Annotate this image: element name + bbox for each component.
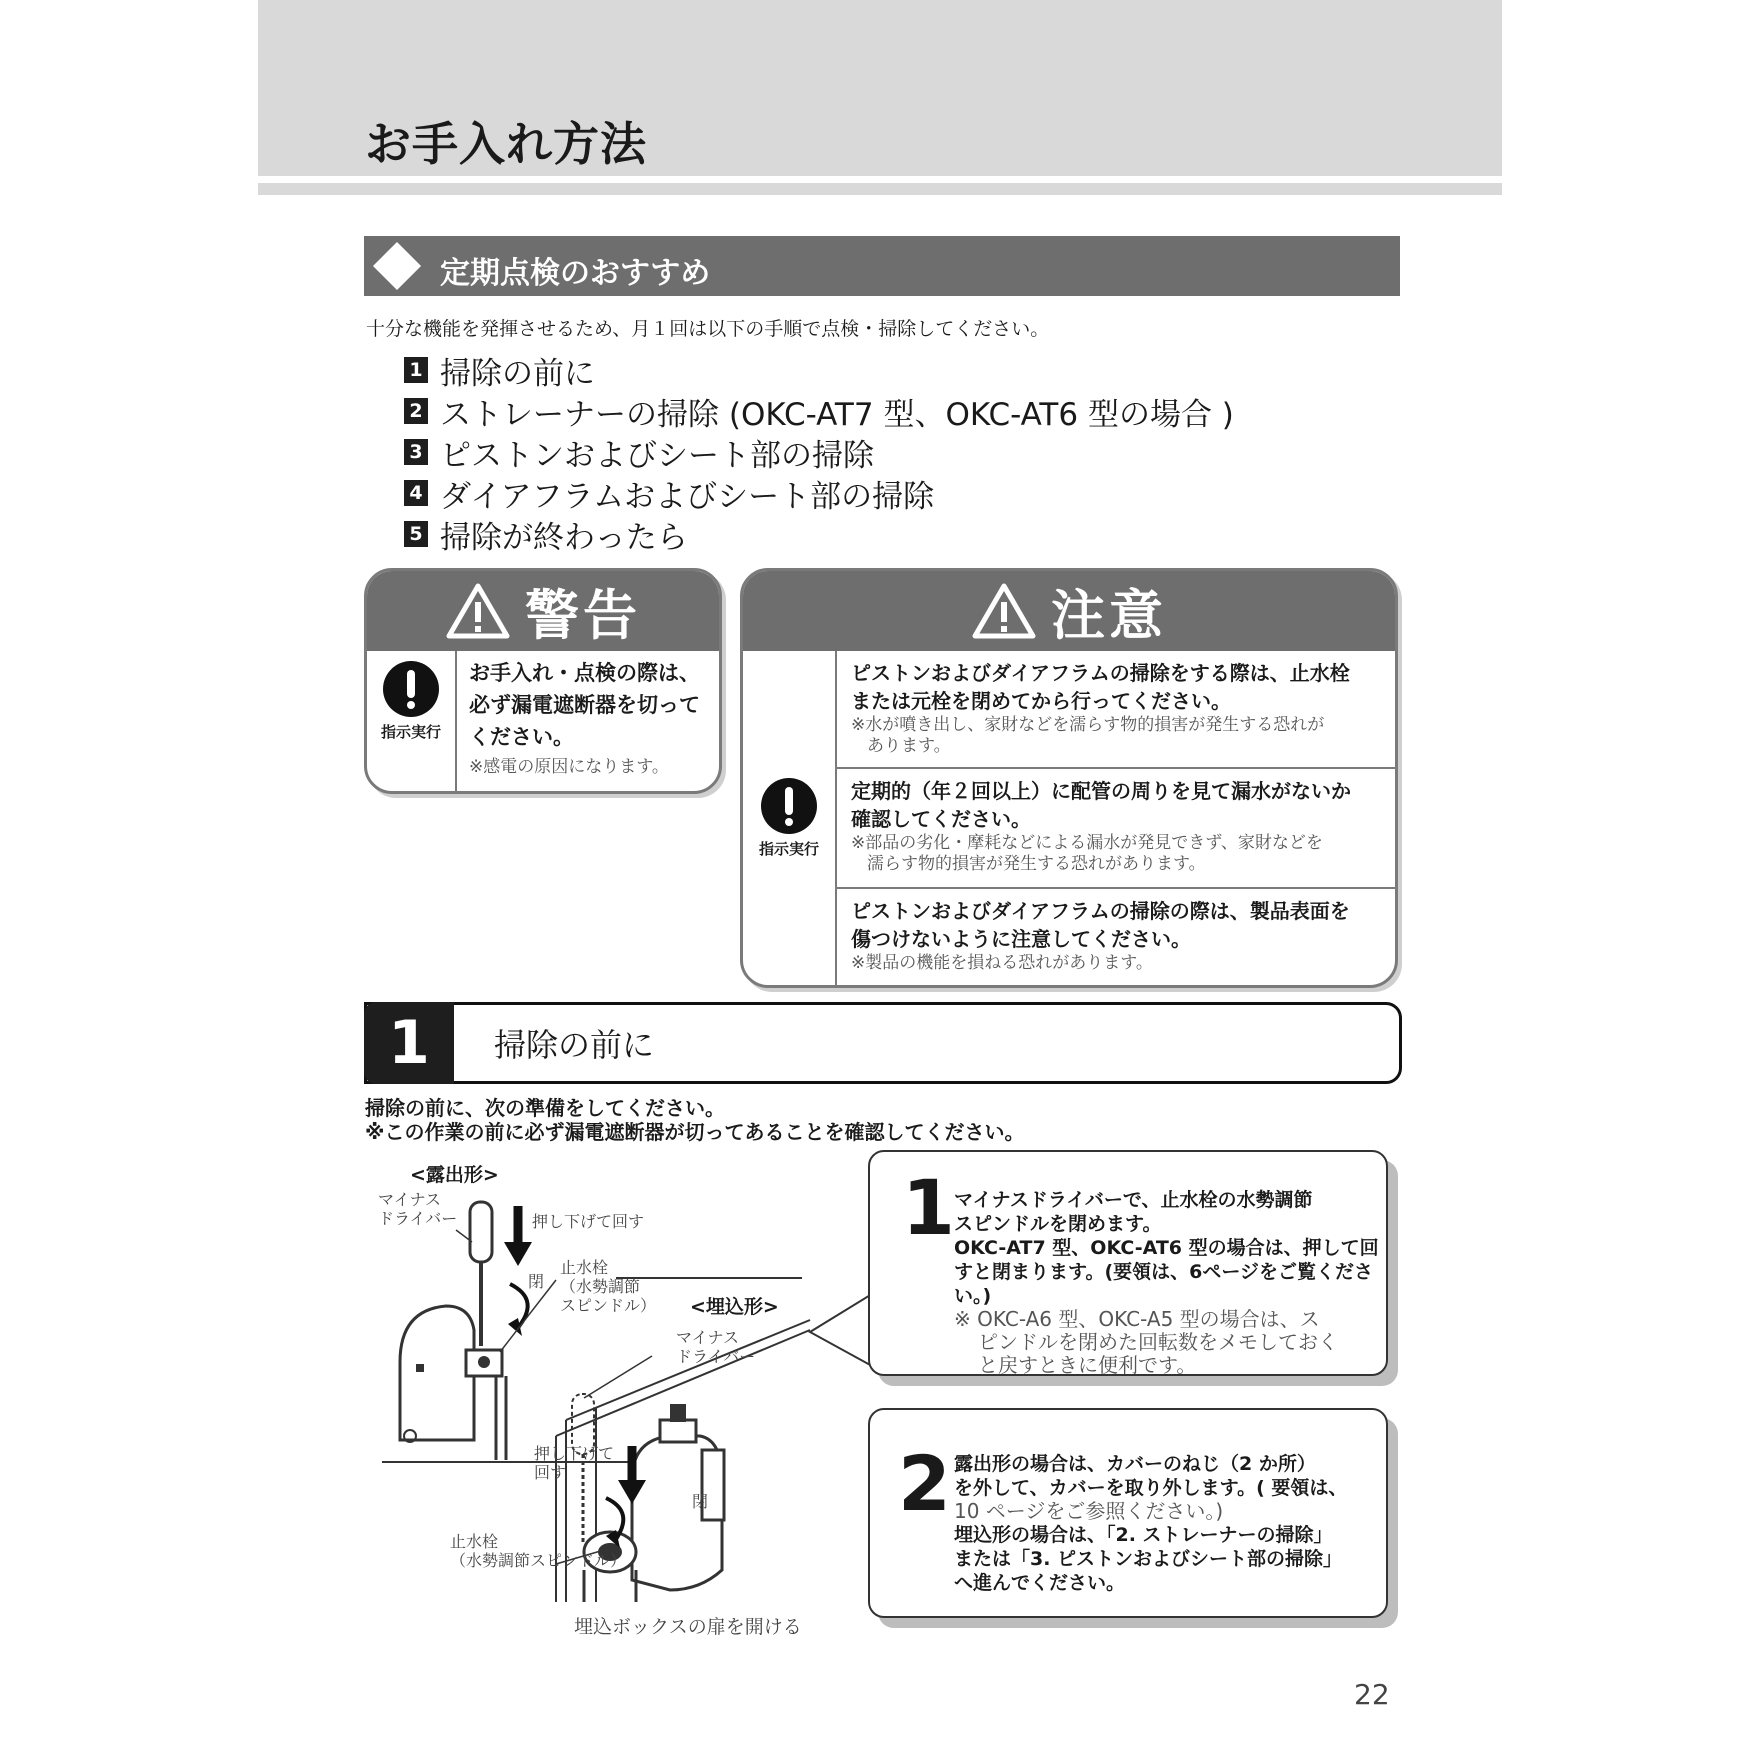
step-number-badge: 2 bbox=[404, 398, 428, 424]
step-number-badge: 5 bbox=[404, 521, 428, 547]
valve-label-line: （水勢調節 bbox=[560, 1277, 641, 1296]
caution-header bbox=[743, 571, 1395, 651]
step-list-item bbox=[404, 432, 874, 472]
valve-label-embedded bbox=[450, 1532, 626, 1570]
warning-title: 警告 bbox=[525, 583, 641, 647]
step-label: ストレーナーの掃除 (OKC-AT7 型、OKC-AT6 型の場合 ) bbox=[440, 396, 1234, 433]
step-list-item bbox=[404, 350, 595, 390]
driver-label-line: ドライバー bbox=[676, 1347, 756, 1366]
callout-body bbox=[954, 1188, 1386, 1377]
mandatory-action-icon bbox=[743, 651, 837, 985]
callout-body bbox=[954, 1452, 1347, 1595]
screwdriver-handle bbox=[470, 1202, 492, 1262]
valve-label bbox=[560, 1258, 656, 1315]
callout-line: すと閉まります。(要領は、6ページをご覧ください。) bbox=[954, 1261, 1374, 1307]
prep-line: ※この作業の前に必ず漏電遮断器が切ってあることを確認してください。 bbox=[365, 1120, 1025, 1144]
caution-note-line: ※部品の劣化・摩耗などによる漏水が発見できず、家財などを bbox=[851, 833, 1323, 853]
driver-label bbox=[378, 1190, 457, 1228]
mandatory-action-label: 指示実行 bbox=[758, 839, 819, 858]
caution-item bbox=[837, 769, 1395, 889]
exclamation-icon bbox=[761, 778, 817, 834]
callout-line: 露出形の場合は、カバーのねじ（2 か所） bbox=[954, 1453, 1316, 1475]
open-box-caption: 埋込ボックスの扉を開ける bbox=[574, 1616, 802, 1638]
callout-note-line: ※ OKC-A6 型、OKC-A5 型の場合は、ス bbox=[954, 1307, 1320, 1331]
warning-main-line: ください。 bbox=[469, 725, 574, 749]
warning-panel bbox=[364, 568, 722, 794]
warning-main-line: お手入れ・点検の際は、 bbox=[469, 661, 700, 685]
step-list-item bbox=[404, 514, 688, 554]
step-label: ダイアフラムおよびシート部の掃除 bbox=[440, 478, 935, 515]
caution-main-line: ピストンおよびダイアフラムの掃除をする際は、止水栓 bbox=[851, 661, 1350, 685]
step1-title: 掃除の前に bbox=[494, 1026, 655, 1064]
callout-line: マイナスドライバーで、止水栓の水勢調節 bbox=[954, 1189, 1313, 1211]
valve-label-line: 止水栓 bbox=[560, 1258, 609, 1277]
warning-main-line: 必ず漏電遮断器を切って bbox=[469, 693, 700, 717]
warning-triangle-icon bbox=[445, 582, 511, 640]
caution-item bbox=[837, 651, 1395, 769]
caution-items bbox=[837, 651, 1395, 985]
step-number-badge: 4 bbox=[404, 480, 428, 506]
callout-step-1 bbox=[868, 1150, 1388, 1376]
caution-main-line: または元栓を閉めてから行ってください。 bbox=[851, 689, 1231, 713]
driver-label-embedded bbox=[676, 1328, 755, 1366]
driver-label-line: マイナス bbox=[378, 1190, 442, 1209]
caution-title: 注意 bbox=[1051, 583, 1167, 647]
callout-line: スピンドルを閉めます。 bbox=[954, 1213, 1162, 1235]
caution-note-line: 濡らす物的損害が発生する恐れがあります。 bbox=[867, 854, 1206, 874]
faucet-screw bbox=[416, 1364, 424, 1372]
mandatory-action-label: 指示実行 bbox=[380, 723, 441, 741]
callout-note-line: ピンドルを閉めた回転数をメモしておく bbox=[978, 1330, 1338, 1354]
callout-note-line: と戻すときに便利です。 bbox=[978, 1353, 1197, 1377]
caution-note-line: ※製品の機能を損ねる恐れがあります。 bbox=[851, 953, 1153, 973]
caution-main-line: 傷つけないように注意してください。 bbox=[851, 927, 1191, 951]
warning-header bbox=[367, 571, 719, 651]
embedded-type-title: <埋込形> bbox=[690, 1296, 779, 1318]
callout-line: 埋込形の場合は、「2. ストレーナーの掃除」 bbox=[954, 1524, 1333, 1546]
driver-label-line: マイナス bbox=[676, 1328, 740, 1347]
callout-pointer bbox=[806, 1290, 872, 1370]
close-label: 閉 bbox=[528, 1272, 545, 1291]
warning-note: ※感電の原因になります。 bbox=[469, 757, 669, 777]
down-arrow-icon bbox=[504, 1242, 532, 1266]
page-title: お手入れ方法 bbox=[365, 117, 647, 171]
caution-main-line: 確認してください。 bbox=[851, 807, 1031, 831]
push-turn-line: 押し下げて bbox=[534, 1444, 615, 1463]
prep-line: 掃除の前に、次の準備をしてください。 bbox=[365, 1096, 725, 1120]
step-number-badge: 3 bbox=[404, 439, 428, 465]
section-title: 定期点検のおすすめ bbox=[440, 256, 711, 291]
caution-panel bbox=[740, 568, 1398, 988]
faucet-body bbox=[400, 1306, 474, 1440]
step-label: ピストンおよびシート部の掃除 bbox=[440, 437, 874, 474]
valve-label-line: スピンドル） bbox=[560, 1296, 657, 1315]
step-label: 掃除の前に bbox=[440, 355, 595, 392]
mandatory-action-icon bbox=[367, 651, 457, 791]
caution-triangle-icon bbox=[971, 582, 1037, 640]
valve-label-line: 止水栓 bbox=[450, 1532, 499, 1551]
step-label: 掃除が終わったら bbox=[440, 519, 688, 556]
driver-label-line: ドライバー bbox=[378, 1209, 458, 1228]
callout-number: 1 bbox=[902, 1163, 955, 1252]
close-label-embedded: 閉 bbox=[692, 1492, 709, 1511]
caution-main-line: ピストンおよびダイアフラムの掃除の際は、製品表面を bbox=[851, 899, 1350, 923]
push-turn-label-embedded bbox=[534, 1444, 614, 1482]
valve-label-line: （水勢調節スピンドル） bbox=[450, 1551, 627, 1570]
exclamation-icon bbox=[383, 661, 439, 717]
callout-line: または「3. ピストンおよびシート部の掃除」 bbox=[954, 1548, 1343, 1570]
push-turn-line: 回す bbox=[534, 1463, 567, 1482]
caution-item bbox=[837, 889, 1395, 985]
intro-text: 十分な機能を発揮させるため、月１回は以下の手順で点検・掃除してください。 bbox=[366, 318, 1050, 340]
callout-number: 2 bbox=[898, 1439, 951, 1528]
caution-main-line: 定期的（年２回以上）に配管の周りを見て漏水がないか bbox=[851, 779, 1351, 803]
exposed-type-title: <露出形> bbox=[410, 1164, 499, 1186]
step-list-item bbox=[404, 473, 934, 513]
step1-number-badge: 1 bbox=[364, 1002, 454, 1084]
header-rule bbox=[258, 183, 1502, 195]
callout-line: 10 ページをご参照ください。) bbox=[954, 1499, 1224, 1523]
callout-line: OKC-AT7 型、OKC-AT6 型の場合は、押して回 bbox=[954, 1237, 1379, 1259]
push-turn-label: 押し下げて回す bbox=[532, 1212, 645, 1231]
step-number-badge: 1 bbox=[404, 357, 428, 383]
page-number: 22 bbox=[1354, 1678, 1390, 1711]
callout-step-2 bbox=[868, 1408, 1388, 1618]
warning-body bbox=[457, 651, 700, 791]
caution-note-line: あります。 bbox=[867, 736, 951, 756]
caution-note-line: ※水が噴き出し、家財などを濡らす物的損害が発生する恐れが bbox=[851, 715, 1325, 735]
callout-line: を外して、カバーを取り外します。( 要領は、 bbox=[954, 1477, 1348, 1499]
step-list-item bbox=[404, 391, 1234, 431]
callout-line: へ進んでください。 bbox=[954, 1572, 1126, 1594]
